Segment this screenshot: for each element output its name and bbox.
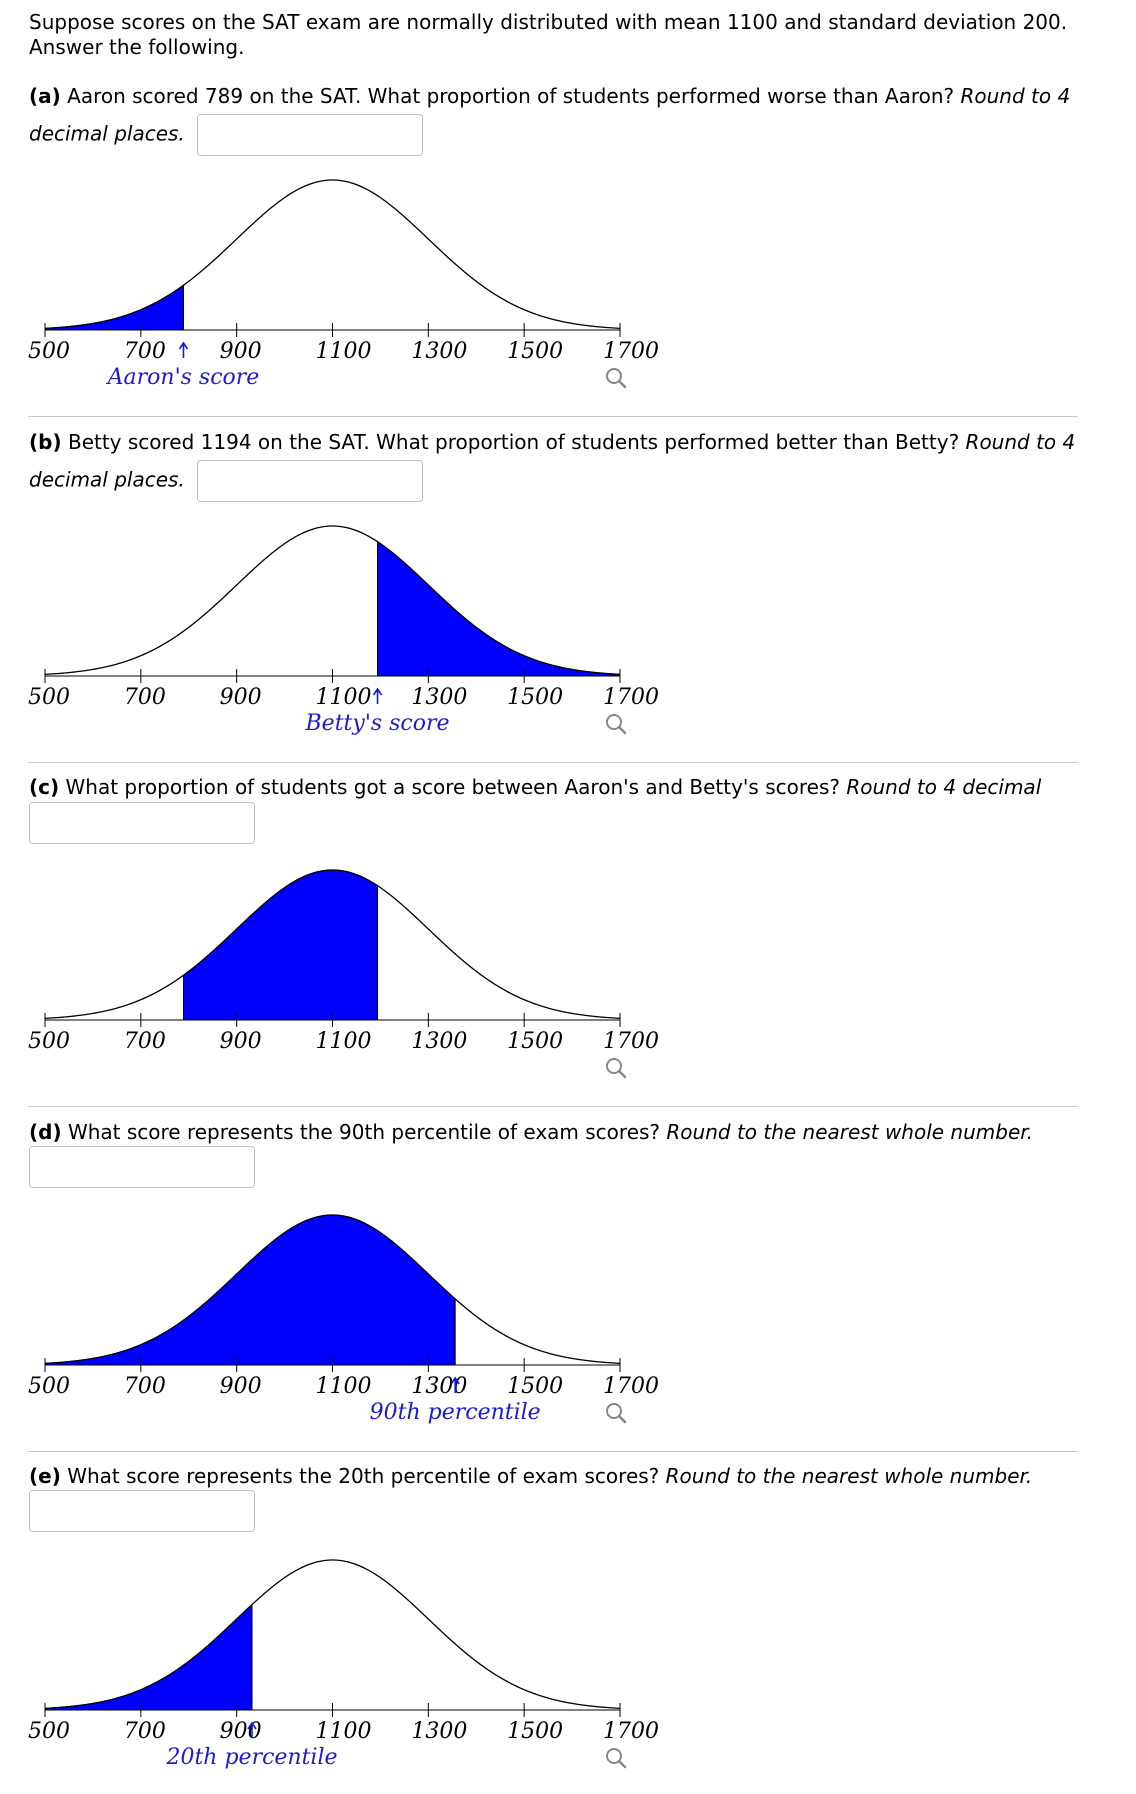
question-e [29,1459,1089,1494]
section-divider [28,416,1078,417]
normal-curve-svg [0,1205,1136,1425]
up-arrow-icon [179,343,187,358]
problem-intro [29,10,1089,60]
marker-label: 90th percentile [369,1400,541,1425]
tick-label-1300: 1300 [411,339,468,364]
magnifier-icon[interactable] [607,1404,625,1422]
part-letter-d: (d) [29,1120,62,1144]
answer-input-e[interactable] [29,1490,255,1532]
question-text-a: Aaron scored 789 on the SAT. What proportion of students performed worse than Aaron? [67,84,955,108]
tick-label-1500: 1500 [507,1029,564,1054]
tick-label-900: 900 [219,1029,262,1054]
up-arrow-icon [374,689,382,704]
tick-label-1700: 1700 [603,1374,659,1399]
normal-curve-svg [0,860,1136,1080]
normal-curve-svg [0,170,1136,390]
answer-input-a[interactable] [197,114,423,156]
intro-line-1: Suppose scores on the SAT exam are normally distributed with mean 1100 and standard deviation 200. [29,10,1068,34]
instruction-e: Round to the nearest whole number. [665,1464,1033,1488]
tick-label-1500: 1500 [507,1719,564,1744]
shaded-area [45,1605,252,1710]
part-letter-a: (a) [29,84,61,108]
question-b [29,425,1089,502]
question-text-e: What score represents the 20th percentile of exam scores? [67,1464,660,1488]
answer-input-d[interactable] [29,1146,255,1188]
instruction-c: Round to 4 decimal [846,775,1042,799]
tick-label-500: 500 [28,685,70,710]
shaded-area [378,542,620,676]
magnifier-icon[interactable] [607,369,625,387]
tick-label-1500: 1500 [507,339,564,364]
section-divider [28,1106,1078,1107]
section-divider [28,1451,1078,1452]
tick-label-1100: 1100 [315,1374,372,1399]
tick-label-500: 500 [28,339,70,364]
tick-label-900: 900 [219,1719,262,1744]
tick-label-1500: 1500 [507,1374,564,1399]
normal-curve [45,526,620,674]
tick-label-700: 700 [123,1374,166,1399]
marker-label: Betty's score [305,711,450,736]
tick-label-900: 900 [219,685,262,710]
normal-curve [45,180,620,328]
normal-curve-svg [0,1550,1136,1770]
normal-curve-svg [0,516,1136,736]
magnifier-icon[interactable] [607,1059,625,1077]
tick-label-700: 700 [123,1029,166,1054]
tick-label-500: 500 [28,1029,70,1054]
normal-curve-plot-c [0,860,1136,1080]
tick-label-900: 900 [219,1374,262,1399]
tick-label-1700: 1700 [603,339,659,364]
normal-curve-plot-a [0,170,1136,390]
tick-label-700: 700 [123,685,166,710]
tick-label-1500: 1500 [507,685,564,710]
instruction-a: Round to 4 decimal places. [29,84,1071,146]
tick-label-1700: 1700 [603,1029,659,1054]
tick-label-1700: 1700 [603,685,659,710]
part-letter-c: (c) [29,775,60,799]
normal-curve [45,1560,620,1708]
instruction-d: Round to the nearest whole number. [666,1120,1034,1144]
answer-input-b[interactable] [197,460,423,502]
tick-label-1300: 1300 [411,1719,468,1744]
question-d [29,1115,1089,1150]
tick-label-1100: 1100 [315,1719,372,1744]
tick-label-1100: 1100 [315,685,372,710]
magnifier-icon[interactable] [607,715,625,733]
answer-input-c[interactable] [29,802,255,844]
question-text-b: Betty scored 1194 on the SAT. What proportion of students performed better than Betty? [67,430,960,454]
question-a [29,79,1089,156]
tick-label-500: 500 [28,1719,70,1744]
normal-curve-plot-e [0,1550,1136,1770]
section-divider [28,762,1078,763]
tick-label-900: 900 [219,339,262,364]
tick-label-1300: 1300 [411,685,468,710]
tick-label-1100: 1100 [315,1029,372,1054]
normal-curve-plot-d [0,1205,1136,1425]
shaded-area [45,285,183,330]
tick-label-1100: 1100 [315,339,372,364]
part-letter-b: (b) [29,430,62,454]
question-text-d: What score represents the 90th percentile of exam scores? [67,1120,661,1144]
marker-label: Aaron's score [107,365,260,390]
shaded-area [45,1215,455,1365]
instruction-b: Round to 4 decimal places. [29,430,1076,492]
tick-label-1700: 1700 [603,1719,659,1744]
tick-label-1300: 1300 [411,1374,468,1399]
shaded-area [183,870,377,1020]
tick-label-700: 700 [123,339,166,364]
question-text-c: What proportion of students got a score between Aaron's and Betty's scores? [65,775,840,799]
tick-label-700: 700 [123,1719,166,1744]
magnifier-icon[interactable] [607,1749,625,1767]
normal-curve-plot-b [0,516,1136,736]
marker-label: 20th percentile [166,1745,338,1770]
tick-label-1300: 1300 [411,1029,468,1054]
intro-line-2: Answer the following. [29,35,245,59]
tick-label-500: 500 [28,1374,70,1399]
part-letter-e: (e) [29,1464,61,1488]
